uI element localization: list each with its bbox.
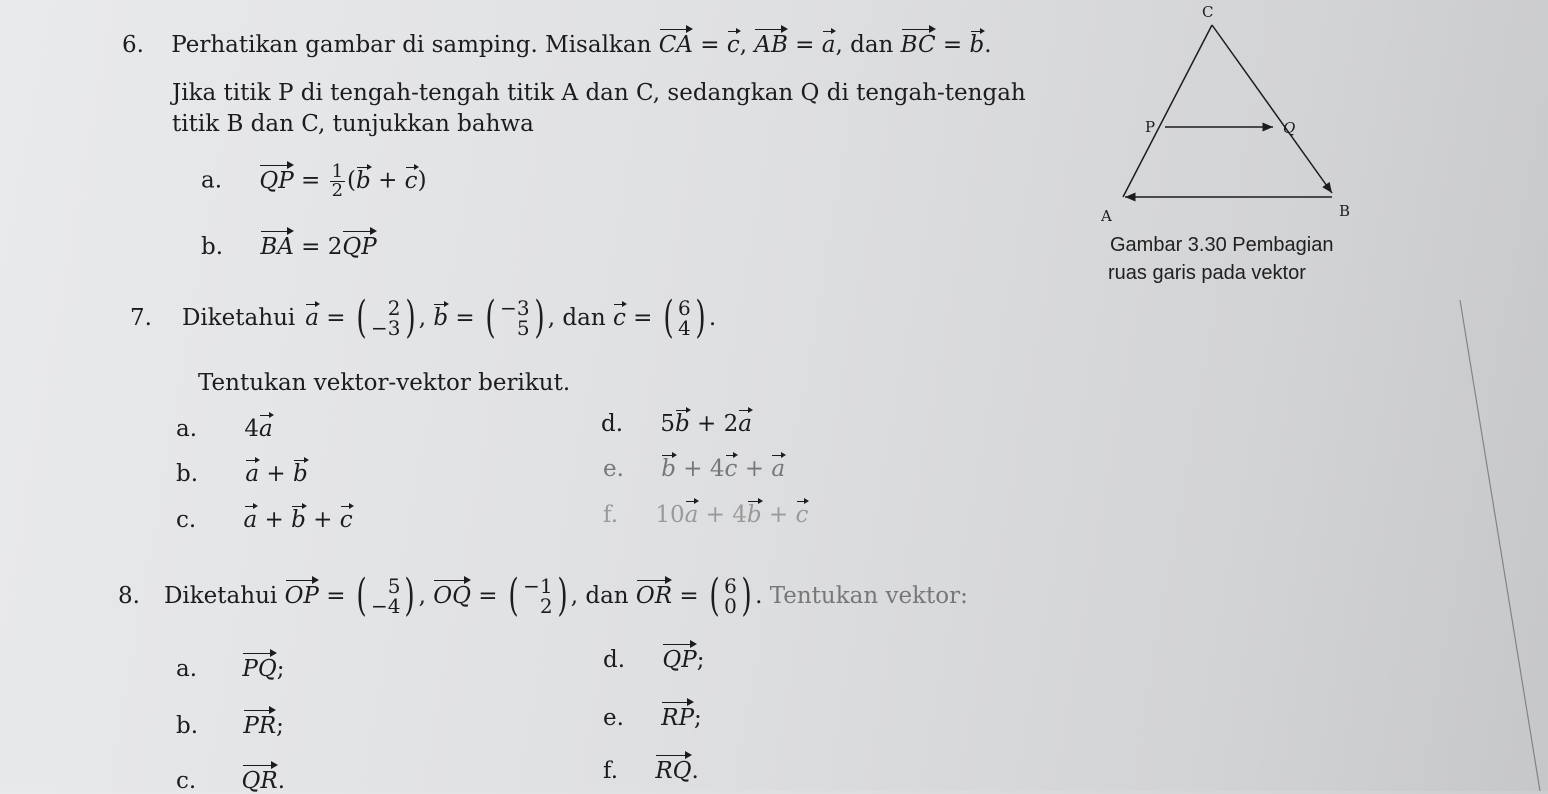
vector-rq: RQ bbox=[655, 758, 692, 784]
q7-dan: dan bbox=[562, 305, 606, 331]
vertex-p-label: P bbox=[1145, 118, 1156, 136]
q7-number: 7. bbox=[130, 305, 152, 331]
vector-or-x: 6 bbox=[724, 574, 737, 598]
vector-c: c bbox=[612, 305, 626, 331]
q8-item-b bbox=[176, 713, 284, 739]
q7-item-d-coef2: 2 bbox=[723, 411, 739, 437]
vector-oq-x: −1 bbox=[523, 574, 553, 598]
q7-item-d-label: d. bbox=[601, 411, 624, 437]
vector-pq: PQ bbox=[242, 656, 277, 682]
vector-rp: RP bbox=[661, 705, 695, 731]
column-vector-c: ( 6 4 ) bbox=[663, 292, 706, 343]
q7-item-f: f. 10a + 4b + c bbox=[603, 502, 809, 528]
q8-item-c bbox=[176, 768, 285, 794]
q7-item-f-term1: a bbox=[684, 502, 699, 528]
q7-item-e: e. b + 4c + a bbox=[603, 456, 786, 482]
vector-bc: BC bbox=[900, 32, 936, 58]
q7-item-f-term2: b bbox=[746, 502, 762, 528]
vertex-b-label: B bbox=[1339, 202, 1351, 220]
vector-pr: PR bbox=[243, 713, 277, 739]
vector-b: b bbox=[433, 305, 449, 331]
q6-line3: titik B dan C, tunjukkan bahwa bbox=[172, 111, 534, 137]
q8-intro: Diketahui bbox=[163, 583, 278, 609]
fraction-half bbox=[330, 163, 345, 200]
column-vector-oq: ( −1 2 ) bbox=[508, 570, 568, 621]
q8-item-e bbox=[603, 705, 702, 731]
q8-instruction: Tentukan vektor: bbox=[769, 583, 968, 609]
vector-a-x: 2 bbox=[387, 296, 401, 320]
column-vector-b: ( −3 5 ) bbox=[485, 292, 545, 343]
vector-b-term: b bbox=[356, 167, 371, 194]
q8-item-f-suffix: . bbox=[691, 758, 699, 784]
triangle-figure bbox=[1085, 0, 1375, 230]
q8-item-d-label: d. bbox=[603, 647, 626, 673]
line-a-to-c bbox=[1123, 25, 1212, 197]
q6-intro: Perhatikan gambar di samping. Misalkan bbox=[171, 32, 652, 58]
q7-item-c: c. a + b + c bbox=[176, 507, 353, 533]
q6-item-b-label: b. bbox=[201, 234, 224, 260]
vector-a-y: −3 bbox=[371, 316, 401, 340]
q8-item-f-label: f. bbox=[603, 758, 619, 784]
q6-line2: Jika titik P di tengah-tengah titik A dan C, sedangkan Q di tengah-tengah bbox=[172, 80, 1026, 106]
q7-item-c-label: c. bbox=[176, 507, 197, 533]
figure-caption-line2: ruas garis pada vektor bbox=[1108, 262, 1306, 284]
vector-qp: QP bbox=[662, 647, 697, 673]
q8-item-a-suffix: ; bbox=[276, 656, 285, 682]
column-vector-op: ( 5 −4 ) bbox=[356, 570, 416, 621]
q7-item-b: b. a + b bbox=[176, 461, 308, 487]
q8-dan: dan bbox=[585, 583, 629, 609]
q6-item-b: b. BA = 2QP bbox=[201, 234, 377, 260]
q7-item-e-term2: c bbox=[724, 456, 738, 482]
q7-item-f-coef2: 4 bbox=[732, 502, 747, 528]
fraction-numerator: 1 bbox=[331, 161, 344, 182]
q8-item-a bbox=[176, 656, 284, 682]
q7-item-a bbox=[176, 416, 273, 442]
vector-c-term: c bbox=[404, 167, 418, 194]
vector-qp-b: QP bbox=[342, 234, 377, 260]
q7-item-c-term3: c bbox=[339, 507, 353, 533]
q7-item-c-term2: b bbox=[291, 507, 306, 533]
vector-op-x: 5 bbox=[387, 574, 401, 598]
column-vector-or: ( 6 0 ) bbox=[709, 570, 752, 621]
arrow-c-to-b bbox=[1212, 25, 1332, 193]
vertex-c-label: C bbox=[1202, 3, 1214, 21]
q7-item-f-term3: c bbox=[795, 502, 809, 528]
vector-oq-y: 2 bbox=[539, 594, 553, 618]
vector-oq: OQ bbox=[433, 583, 471, 609]
q8-item-e-suffix: ; bbox=[694, 705, 702, 731]
q6-dan: dan bbox=[850, 32, 894, 58]
q7-item-f-coef1: 10 bbox=[655, 502, 685, 528]
q7-item-e-coef: 4 bbox=[709, 456, 725, 482]
vector-b-y: 5 bbox=[516, 316, 530, 340]
q7-item-b-term2: b bbox=[292, 461, 308, 487]
vector-c-x: 6 bbox=[677, 296, 691, 320]
q8-item-c-suffix: . bbox=[277, 768, 286, 794]
figure-caption-line1: Gambar 3.30 Pembagian bbox=[1110, 234, 1334, 256]
vector-a: a bbox=[821, 32, 836, 58]
vector-op: OP bbox=[284, 583, 319, 609]
vector-ba: BA bbox=[260, 234, 294, 260]
q8-item-d bbox=[603, 647, 704, 673]
page-edge-line bbox=[1440, 0, 1548, 791]
q6-line1: 6. Perhatikan gambar di samping. Misalkan CA = c, AB = a, dan BC = b. bbox=[122, 32, 992, 58]
vector-ab: AB bbox=[754, 32, 788, 58]
q7-item-e-label: e. bbox=[603, 456, 624, 482]
vector-qr: QR bbox=[241, 768, 278, 794]
q7-item-d-coef1: 5 bbox=[660, 411, 675, 437]
q8-item-a-label: a. bbox=[176, 656, 198, 682]
q7-line1: 7. Diketahui a = ( 2 −3 ) , b = ( −3 5 ) , dan c = ( 6 4 ) . bbox=[130, 292, 717, 343]
fraction-denominator: 2 bbox=[331, 180, 344, 201]
vector-c: c bbox=[726, 32, 740, 58]
q7-item-b-term1: a bbox=[245, 461, 260, 487]
vector-b-x: −3 bbox=[500, 296, 530, 320]
q8-item-f bbox=[603, 758, 699, 784]
q8-number: 8. bbox=[118, 583, 140, 609]
vector-ca: CA bbox=[658, 32, 693, 58]
q7-item-d-term2: a bbox=[738, 411, 752, 437]
q6-item-a-label: a. bbox=[201, 167, 223, 194]
q7-item-a-coef: 4 bbox=[244, 416, 259, 442]
q7-item-d-term1: b bbox=[675, 411, 690, 437]
vector-qp: QP bbox=[259, 167, 294, 194]
q8-item-b-label: b. bbox=[176, 713, 199, 739]
q8-item-b-suffix: ; bbox=[276, 713, 284, 739]
vector-or-y: 0 bbox=[724, 594, 737, 618]
vertex-a-label: A bbox=[1101, 207, 1112, 225]
q8-item-e-label: e. bbox=[603, 705, 624, 731]
q7-item-e-term1: b bbox=[661, 456, 676, 482]
q7-item-f-label: f. bbox=[603, 502, 619, 528]
q7-item-a-label: a. bbox=[176, 416, 198, 442]
q8-item-d-suffix: ; bbox=[696, 647, 705, 673]
column-vector-a: ( 2 −3 ) bbox=[356, 292, 416, 343]
q7-instruction: Tentukan vektor-vektor berikut. bbox=[198, 370, 571, 396]
q6-coef-two: 2 bbox=[327, 234, 343, 260]
vector-b: b bbox=[969, 32, 985, 58]
q8-line1: 8. Diketahui OP = ( 5 −4 ) , OQ = ( −1 2 ) , dan OR = ( 6 0 ) . Tentukan vektor: bbox=[118, 570, 968, 621]
q6-item-a: a. QP = $\frac{1}{2}$ (b + c) bbox=[201, 161, 427, 201]
vector-or: OR bbox=[635, 583, 673, 609]
q6-number: 6. bbox=[122, 32, 144, 58]
vector-op-y: −4 bbox=[370, 594, 401, 618]
vertex-q-label: Q bbox=[1283, 119, 1296, 137]
q7-item-e-term3: a bbox=[771, 456, 786, 482]
q7-item-d: d. 5b + 2a bbox=[601, 411, 752, 437]
q7-item-c-term1: a bbox=[243, 507, 258, 533]
q8-item-c-label: c. bbox=[176, 768, 197, 794]
q7-item-a-term: a bbox=[258, 416, 273, 442]
q7-intro: Diketahui bbox=[181, 305, 296, 331]
vector-a: a bbox=[305, 305, 319, 331]
vector-c-y: 4 bbox=[677, 316, 691, 340]
q7-item-b-label: b. bbox=[176, 461, 199, 487]
